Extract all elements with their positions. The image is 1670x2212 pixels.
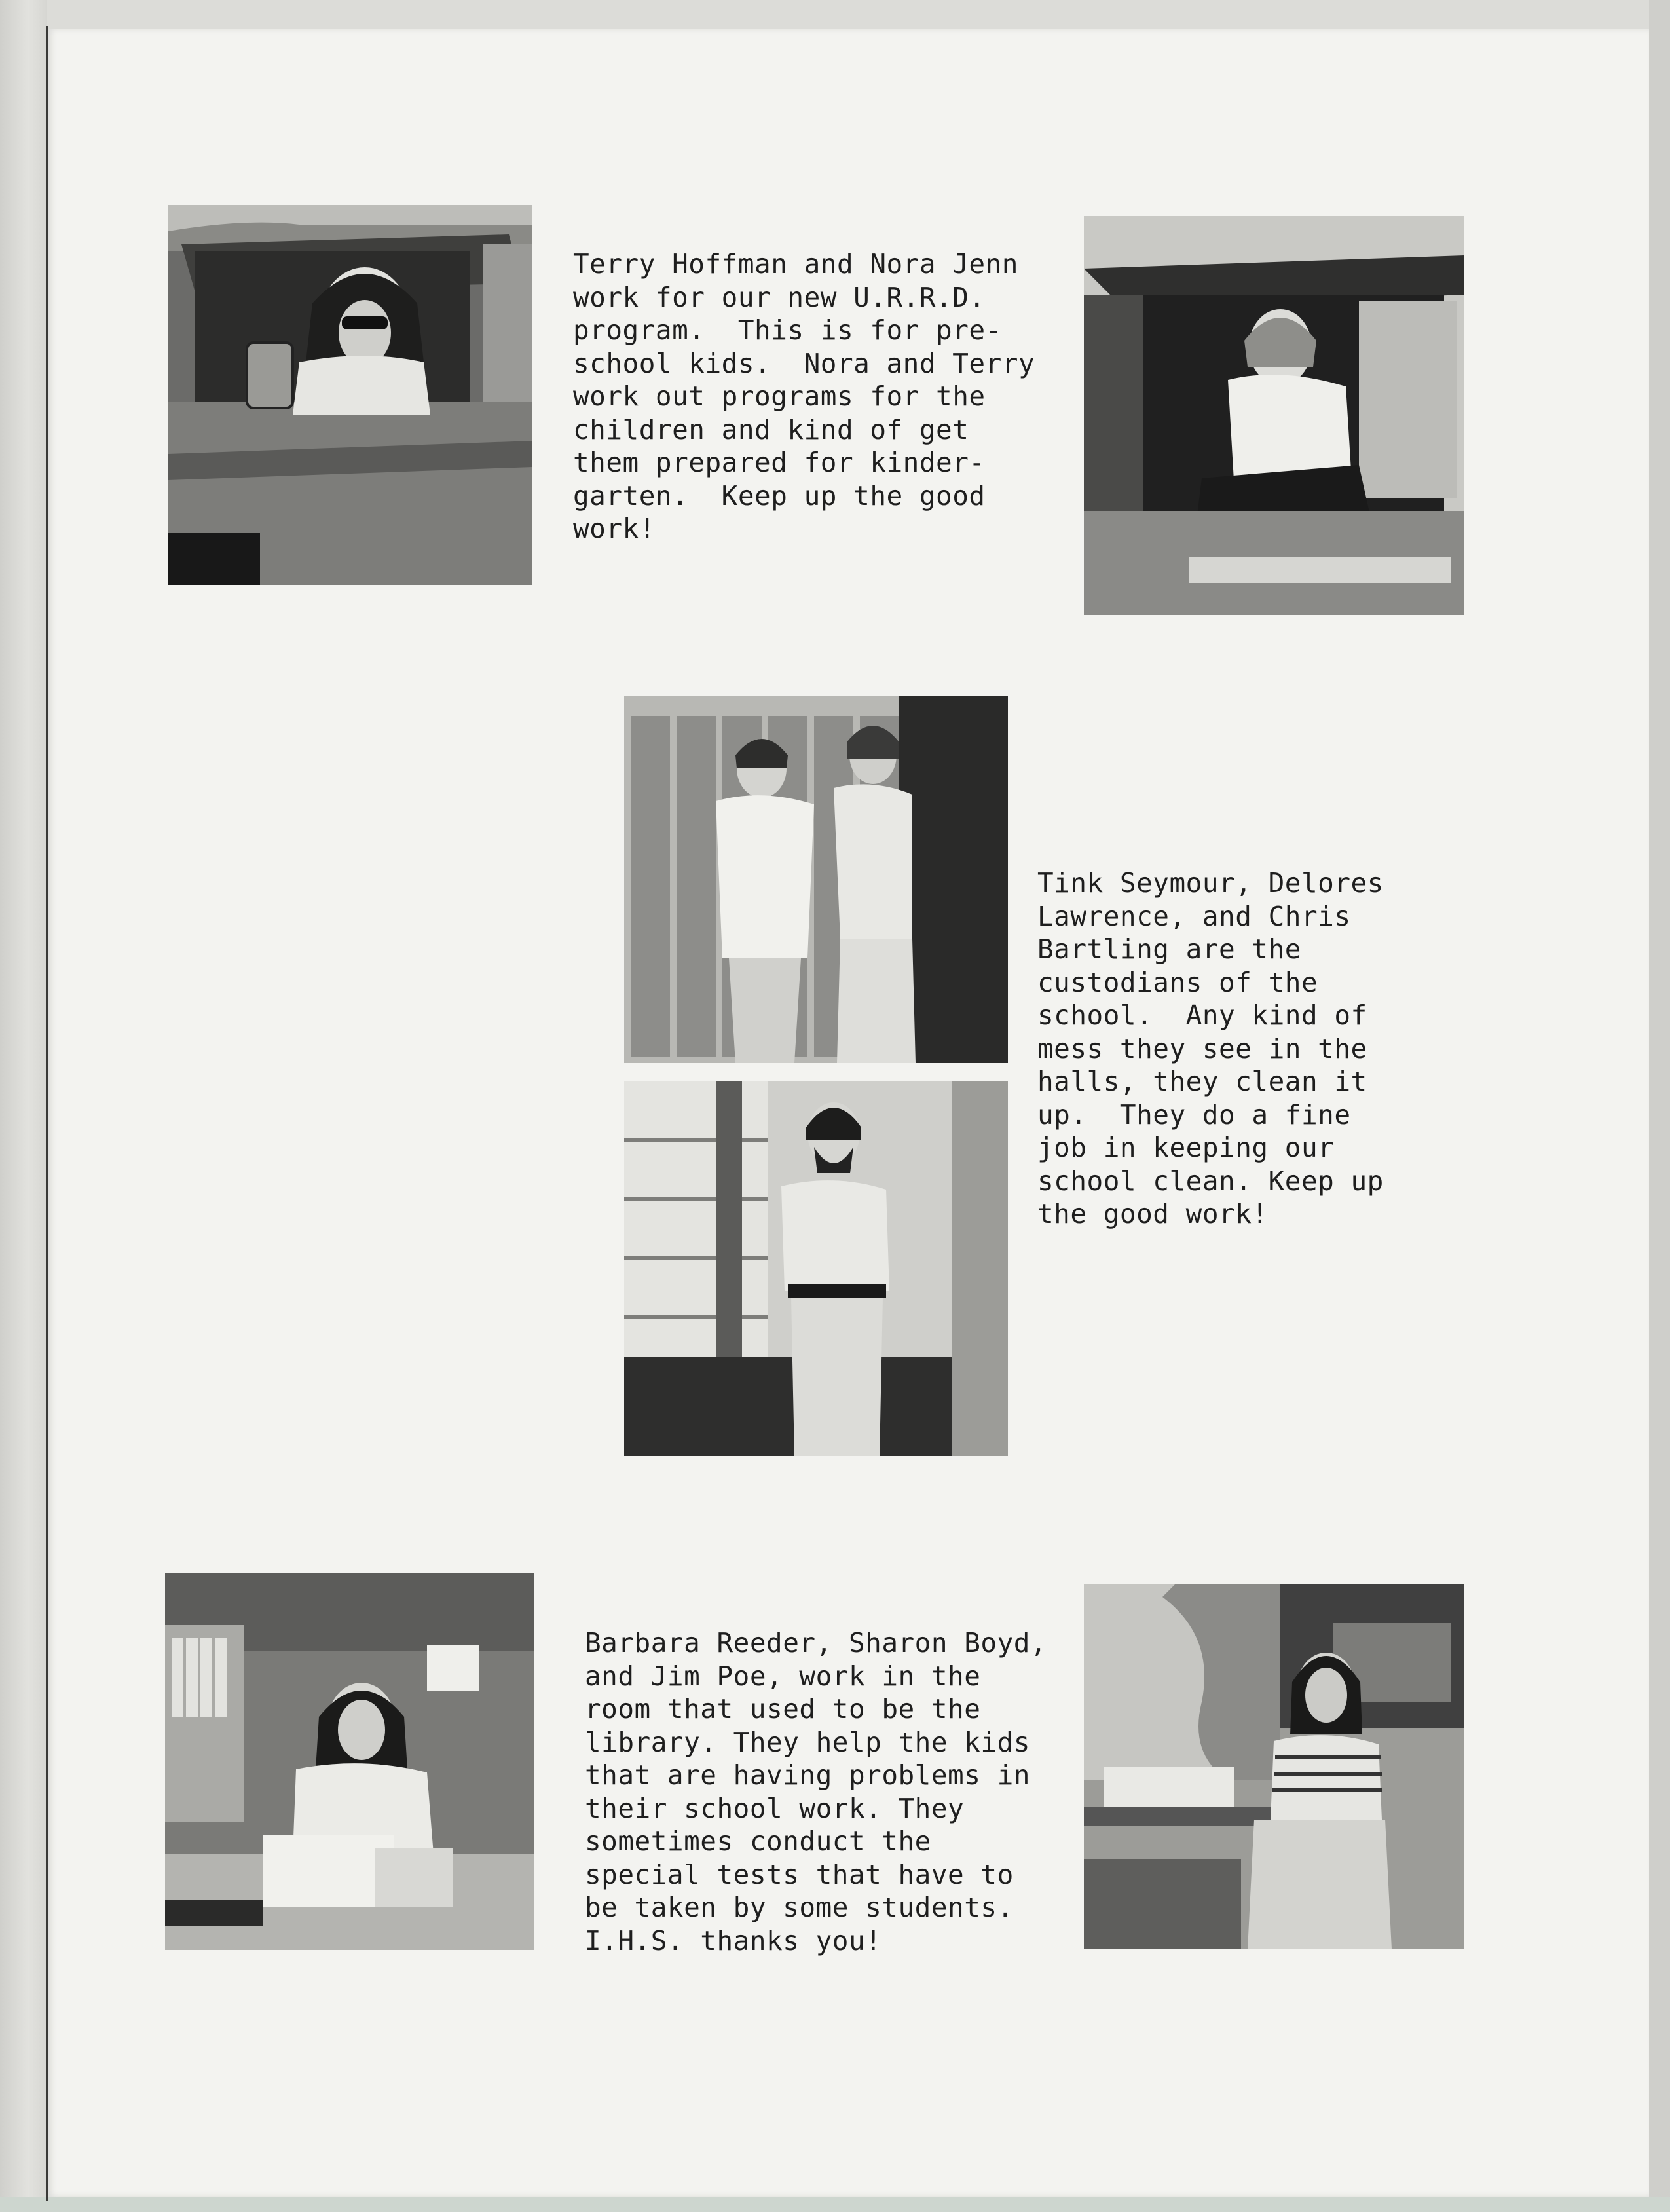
page-top-edge: [47, 0, 1670, 29]
photo-custodians-lockers: [624, 696, 1008, 1063]
photo-woman-in-truck: [168, 205, 532, 585]
caption-uurd-program: Terry Hoffman and Nora Jenn work for our new U.R.R.D. program. This is for pre- school kids. Nora and Terry work out programs for the children and kind of get them prepared for kinder- garten. Keep up the good work!: [573, 248, 1035, 544]
caption-custodians: Tink Seymour, Delores Lawrence, and Chris Bartling are the custodians of the school. Any kind of mess they see in the halls, they clean it up. They do a fine job in keeping our school clean. Keep up the good work!: [1037, 867, 1384, 1229]
photo-woman-in-car: [1084, 216, 1464, 615]
page-bottom-edge: [0, 2197, 1670, 2212]
photo-woman-at-desk: [165, 1573, 534, 1950]
binding-line: [46, 26, 48, 2201]
page-binding: [0, 0, 47, 2212]
photo-custodian-man-window: [624, 1081, 1008, 1456]
photo-woman-at-typewriter: [1084, 1584, 1464, 1949]
page-right-edge: [1649, 0, 1670, 2212]
caption-library-room: Barbara Reeder, Sharon Boyd, and Jim Poe, work in the room that used to be the library. They help the kids that are having problems in their school work. They sometimes conduct the special tests that have to be taken by some students. I.H.S. thanks you!: [585, 1627, 1047, 1957]
